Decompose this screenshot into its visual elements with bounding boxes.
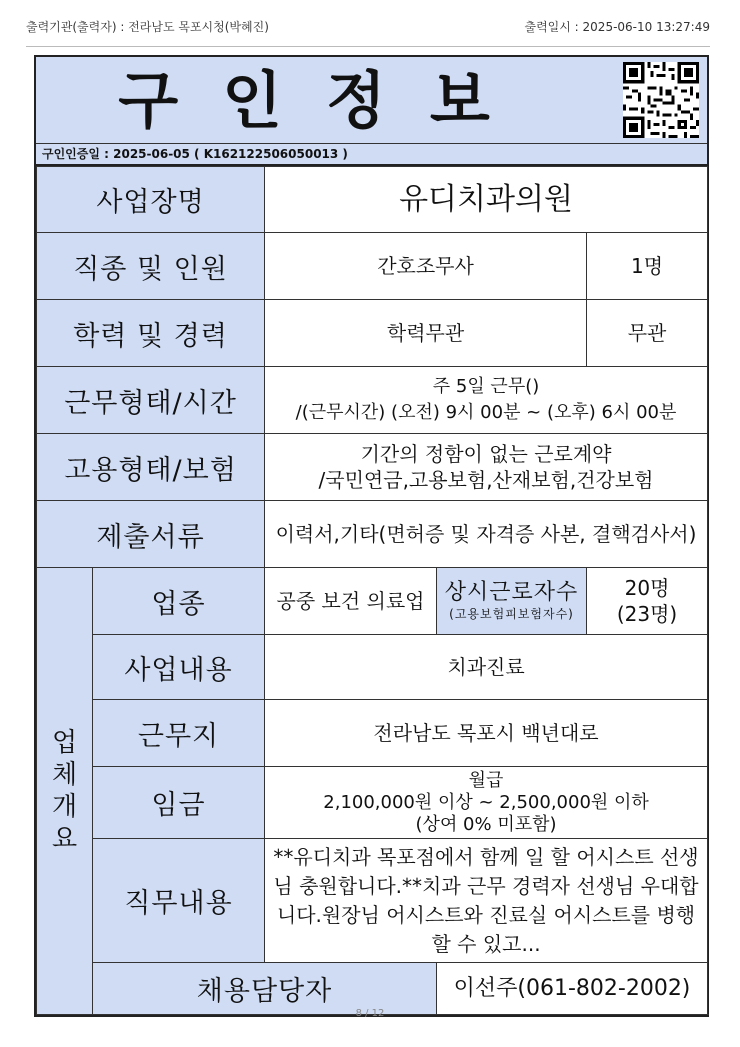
- work-hours-label: 근무형태/시간: [37, 367, 265, 434]
- row-industry: [37, 568, 708, 635]
- print-header: [26, 18, 710, 38]
- business-content-value: 치과진료: [265, 635, 708, 700]
- business-name-value: 유디치과의원: [265, 167, 708, 233]
- row-business-name: [37, 167, 708, 233]
- wage-bonus-text: (상여 0% 미포함): [415, 813, 557, 835]
- job-info-table: [36, 166, 708, 1015]
- certification-line: 구인인증일 : 2025-06-05 ( K162122506050013 ): [36, 144, 707, 166]
- contact-value: 이선주(061-802-2002): [437, 963, 708, 1015]
- work-days-text: 주 5일 근무(): [432, 376, 540, 397]
- wage-range-text: 2,100,000원 이상 ~ 2,500,000원 이하: [323, 791, 649, 813]
- overview-label-vertical: 업체개요: [51, 728, 78, 854]
- industry-value: 공중 보건 의료업: [265, 568, 437, 635]
- industry-label: 업종: [93, 568, 265, 635]
- wage-type-text: 월급: [468, 769, 504, 791]
- print-org: 출력기관(출력자) : 전라남도 목포시청(박혜진): [26, 20, 269, 34]
- contact-label: 채용담당자: [93, 963, 437, 1015]
- row-location: [37, 700, 708, 767]
- title-row: [36, 57, 707, 144]
- education-value: 학력무관: [265, 300, 587, 367]
- location-label: 근무지: [93, 700, 265, 767]
- contract-type-text: 기간의 정함이 없는 근로계약: [360, 442, 612, 466]
- regular-workers-subtitle: (고용보험피보험자수): [449, 607, 574, 621]
- row-wage: [37, 767, 708, 839]
- documents-value: 이력서,기타(면허증 및 자격증 사본, 결핵검사서): [265, 501, 708, 568]
- wage-value: [265, 767, 708, 839]
- page-title: 구인정보: [118, 64, 534, 137]
- business-name-label: 사업장명: [37, 167, 265, 233]
- documents-label: 제출서류: [37, 501, 265, 568]
- job-type-value: 간호조무사: [265, 233, 587, 300]
- print-datetime: 출력일시 : 2025-06-10 13:27:49: [524, 20, 710, 34]
- work-hours-value: [265, 367, 708, 434]
- row-employment: [37, 434, 708, 501]
- duty-value: **유디치과 목포점에서 함께 일 할 어시스트 선생님 충원합니다.**치과 근무 경력자 선생님 우대합니다.원장님 어시스트와 진료실 어시스트를 병행할 수 있고...: [265, 839, 708, 963]
- regular-workers-label: [437, 568, 587, 635]
- company-overview-label: [37, 568, 93, 1015]
- job-posting-sheet: [34, 55, 709, 1017]
- employment-label: 고용형태/보험: [37, 434, 265, 501]
- experience-value: 무관: [587, 300, 708, 367]
- insured-workers-count: (23명): [616, 602, 678, 626]
- row-work-hours: [37, 367, 708, 434]
- insurance-text: /국민연금,고용보험,산재보험,건강보험: [318, 468, 654, 492]
- duty-label: 직무내용: [93, 839, 265, 963]
- row-duty: [37, 839, 708, 963]
- row-contact: [37, 963, 708, 1015]
- job-label: 직종 및 인원: [37, 233, 265, 300]
- page-number: 8 / 12: [355, 1008, 385, 1019]
- row-documents: [37, 501, 708, 568]
- headcount-value: 1명: [587, 233, 708, 300]
- wage-label: 임금: [93, 767, 265, 839]
- row-job: [37, 233, 708, 300]
- qr-code-icon: [623, 62, 699, 138]
- row-education: [37, 300, 708, 367]
- regular-workers-count: 20명: [624, 576, 670, 600]
- row-business-content: [37, 635, 708, 700]
- regular-workers-value: [587, 568, 708, 635]
- education-label: 학력 및 경력: [37, 300, 265, 367]
- header-divider: [26, 46, 710, 47]
- location-value: 전라남도 목포시 백년대로: [265, 700, 708, 767]
- business-content-label: 사업내용: [93, 635, 265, 700]
- regular-workers-title: 상시근로자수: [444, 580, 579, 605]
- work-time-text: /(근무시간) (오전) 9시 00분 ~ (오후) 6시 00분: [295, 402, 677, 423]
- employment-value: [265, 434, 708, 501]
